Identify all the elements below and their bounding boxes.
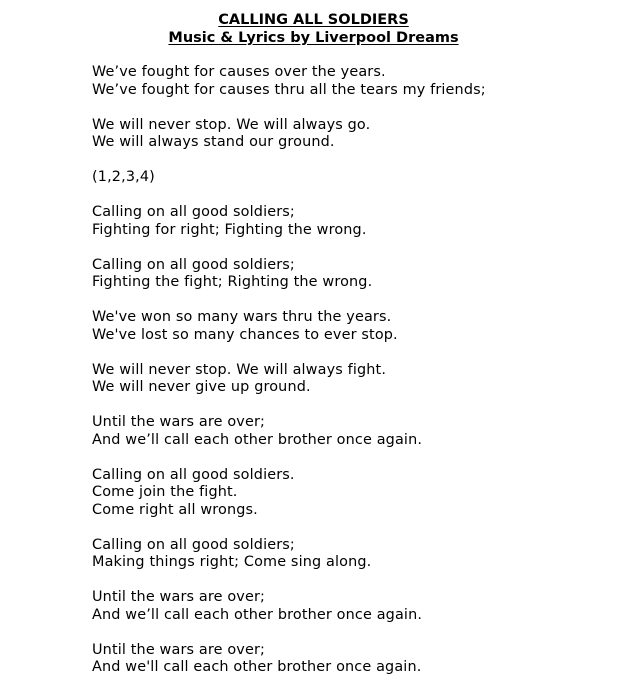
stanza-6: [92, 309, 612, 344]
lyric-line: We will never give up ground.: [92, 379, 311, 395]
lyric-line: And we’ll call each other brother once again.: [92, 431, 423, 448]
stanza-1: [92, 64, 612, 99]
stanza-7: [92, 362, 612, 397]
lyric-line: Making things right; Come sing along.: [92, 554, 372, 570]
lyrics-body: [92, 64, 612, 694]
lyric-line: Calling on all good soldiers;: [92, 256, 295, 273]
lyric-line: And we’ll call each other brother once again.: [92, 606, 423, 623]
lyric-line: We’ve fought for causes thru all the tears my friends;: [92, 81, 486, 98]
lyric-line: Come join the fight.: [92, 484, 238, 500]
lyric-line: We've won so many wars thru the years.: [92, 309, 392, 325]
lyric-line: And we'll call each other brother once again.: [92, 659, 422, 675]
lyric-line: (1,2,3,4): [92, 169, 155, 185]
lyric-line: Calling on all good soldiers;: [92, 536, 295, 553]
stanza-4: [92, 204, 612, 239]
lyric-line: Fighting the fight; Righting the wrong.: [92, 274, 373, 290]
stanza-5: [92, 257, 612, 292]
lyric-line: Fighting for right; Fighting the wrong.: [92, 221, 367, 238]
stanza-12: [92, 642, 612, 677]
document-header: [0, 11, 627, 47]
lyric-line: Come right all wrongs.: [92, 501, 258, 518]
stanza-11: [92, 589, 612, 624]
lyric-line: Calling on all good soldiers;: [92, 204, 295, 220]
stanza-9: [92, 467, 612, 520]
lyric-line: Until the wars are over;: [92, 641, 266, 658]
lyric-line: We will never stop. We will always go.: [92, 116, 371, 133]
lyric-line: Until the wars are over;: [92, 589, 266, 605]
lyric-line: We will always stand our ground.: [92, 134, 335, 150]
lyric-line: Until the wars are over;: [92, 414, 266, 430]
document-subtitle: Music & Lyrics by Liverpool Dreams: [168, 30, 459, 46]
stanza-8: [92, 414, 612, 449]
stanza-3: [92, 169, 612, 187]
lyric-line: Calling on all good soldiers.: [92, 466, 295, 483]
lyric-line: We’ve fought for causes over the years.: [92, 64, 386, 80]
document-title: CALLING ALL SOLDIERS: [218, 12, 409, 28]
lyric-line: We will never stop. We will always fight.: [92, 361, 387, 378]
stanza-10: [92, 537, 612, 572]
stanza-2: [92, 117, 612, 152]
lyric-line: We've lost so many chances to ever stop.: [92, 326, 398, 343]
